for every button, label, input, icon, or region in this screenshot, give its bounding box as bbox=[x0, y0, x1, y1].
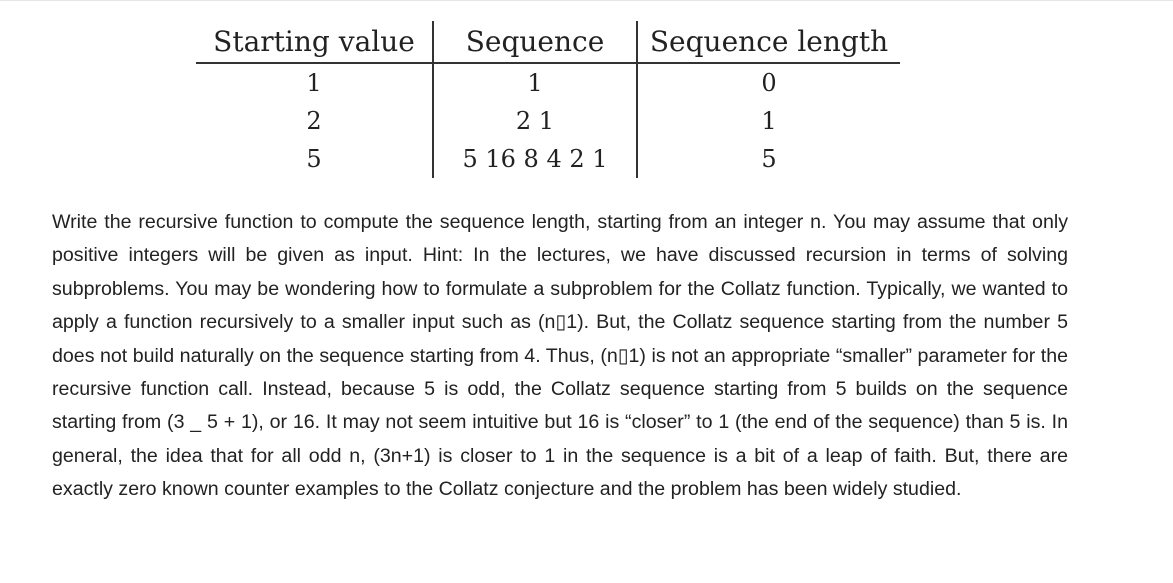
table-row bbox=[196, 63, 900, 102]
cell-sequence-length: 5 bbox=[761, 145, 777, 173]
table-row bbox=[196, 102, 900, 140]
cell-sequence: 1 bbox=[433, 63, 637, 102]
cell-sequence-length: 1 bbox=[761, 107, 777, 135]
cell-starting-value: 1 bbox=[196, 63, 433, 102]
table-row bbox=[196, 140, 900, 178]
cell-starting-value: 2 bbox=[196, 102, 433, 140]
table-header-row bbox=[196, 21, 900, 63]
collatz-sequence-table bbox=[196, 21, 900, 178]
cell-sequence: 5 16 8 4 2 1 bbox=[433, 140, 637, 178]
header-sequence-length: Sequence length bbox=[637, 21, 900, 63]
cell-starting-value: 5 bbox=[196, 140, 433, 178]
top-divider bbox=[0, 0, 1173, 1]
header-starting-value: Starting value bbox=[196, 21, 433, 63]
cell-sequence-length: 0 bbox=[761, 69, 777, 97]
problem-description: Write the recursive function to compute the sequence length, starting from an integer n. You may assume that only positive integers will be given as input. Hint: In the lectures, we have discussed recursion in terms of solving subproblems. You may be wondering how to formulate a subproblem for the Collatz function. Typically, we wanted to apply a function recursively to a smaller input such as (n▯1). But, the Collatz sequence starting from the number 5 does not build naturally on the sequence starting from 4. Thus, (n▯1) is not an appropriate “smaller” parameter for the recursive function call. Instead, because 5 is odd, the Collatz sequence starting from 5 builds on the sequence starting from (3 _ 5 + 1), or 16. It may not seem intuitive but 16 is “closer” to 1 (the end of the sequence) than 5 is. In general, the idea that for all odd n, (3n+1) is closer to 1 in the sequence is a bit of a leap of faith. But, there are exactly zero known counter examples to the Collatz conjecture and the problem has been widely studied. bbox=[52, 211, 1068, 501]
header-sequence: Sequence bbox=[433, 21, 637, 63]
cell-sequence: 2 1 bbox=[433, 102, 637, 140]
